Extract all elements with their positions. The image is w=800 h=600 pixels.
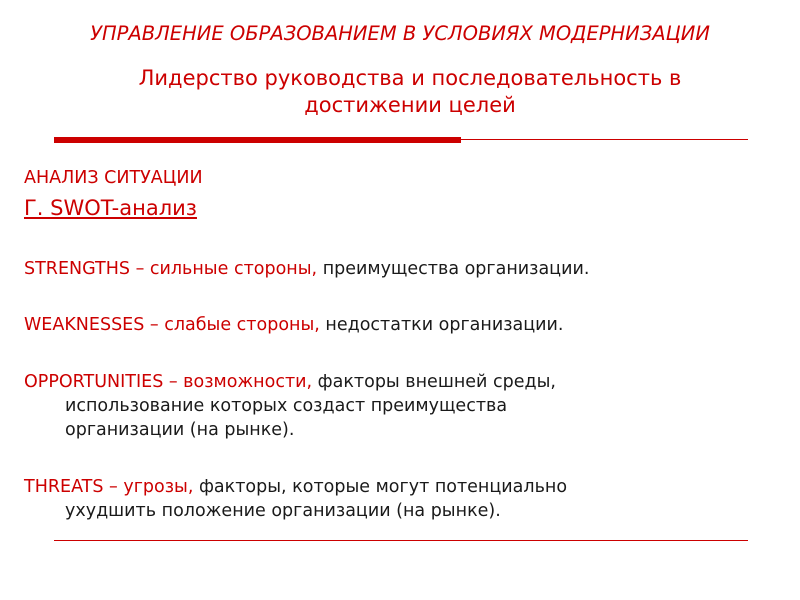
item-description: преимущества организации. (317, 259, 590, 279)
list-item-weaknesses (24, 313, 754, 337)
item-description-continued: использование которых создаст преимущества (65, 396, 508, 416)
item-description: факторы, которые могут потенциально (193, 477, 568, 497)
list-item-strengths (24, 257, 754, 281)
item-term: OPPORTUNITIES – возможности, (24, 372, 313, 392)
item-term: WEAKNESSES – слабые стороны, (24, 315, 320, 335)
section-heading: АНАЛИЗ СИТУАЦИИ (24, 168, 203, 188)
list-item-threats (24, 475, 754, 523)
item-description: факторы внешней среды, (312, 372, 556, 392)
item-description-continued: ухудшить положение организации (на рынке). (65, 501, 501, 521)
section-subheading: Г. SWOT-анализ (24, 196, 197, 220)
item-term: THREATS – угрозы, (24, 477, 194, 497)
title-divider-thin (461, 139, 748, 140)
footer-divider (54, 540, 748, 541)
list-item-opportunities (24, 370, 754, 442)
item-description: недостатки организации. (319, 315, 564, 335)
item-description-continued: организации (на рынке). (65, 420, 295, 440)
top-title: УПРАВЛЕНИЕ ОБРАЗОВАНИЕМ В УСЛОВИЯХ МОДЕРНИЗАЦИИ (90, 22, 710, 45)
subtitle-line-2: достижении целей (304, 93, 516, 117)
item-term: STRENGTHS – сильные стороны, (24, 259, 318, 279)
subtitle-line-1: Лидерство руководства и последовательность в (138, 66, 682, 90)
slide-subtitle (40, 65, 780, 119)
title-divider-thick (54, 137, 461, 143)
